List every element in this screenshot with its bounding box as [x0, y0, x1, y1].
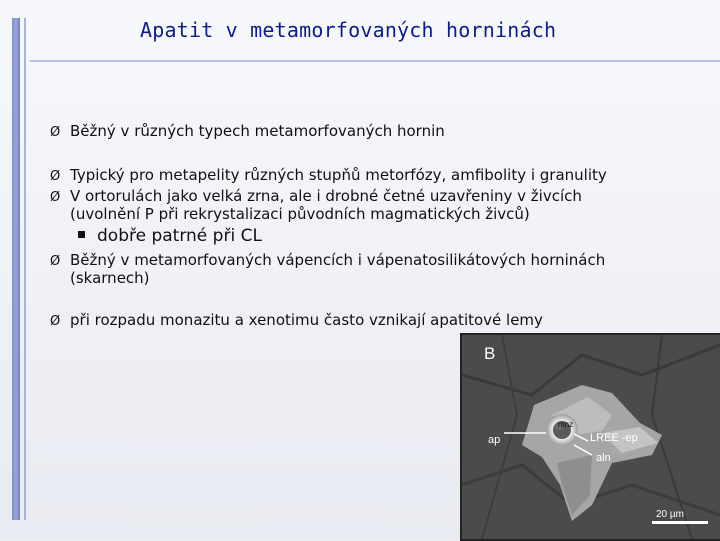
title-divider — [30, 60, 720, 62]
ap-label: ap — [488, 434, 501, 446]
lree-ep-label: LREE -ep — [590, 432, 638, 444]
arrow-bullet-icon: Ø — [50, 125, 61, 140]
square-bullet-icon — [78, 231, 85, 238]
arrow-bullet-icon: Ø — [50, 314, 61, 329]
scale-bar-label: 20 µm — [656, 509, 684, 520]
bullet-text-continuation: (skarnech) — [70, 269, 150, 287]
bullet-text: Typický pro metapelity různých stupňů metorfózy, amfibolity i granulity — [70, 166, 607, 184]
sub-bullet — [78, 226, 262, 246]
bullet-1 — [50, 122, 445, 142]
arrow-bullet-icon: Ø — [50, 254, 61, 269]
bullet-3 — [50, 187, 582, 223]
panel-label: B — [484, 344, 496, 363]
bullet-text: Běžný v metamorfovaných vápencích i vápenatosilikátových horninách — [70, 251, 606, 269]
bullet-2 — [50, 166, 607, 186]
slide-title: Apatit v metamorfovaných horninách — [140, 18, 557, 42]
bullet-text: V ortorulách jako velká zrna, ale i drobné četné uzavřeniny v živcích — [70, 187, 582, 205]
arrow-bullet-icon: Ø — [50, 169, 61, 184]
micrograph-image — [462, 335, 720, 539]
mnz-label: mnz — [558, 420, 574, 429]
bullet-text: při rozpadu monazitu a xenotimu často vznikají apatitové lemy — [70, 311, 543, 329]
left-accent-line — [24, 18, 26, 520]
aln-label: aln — [596, 452, 611, 464]
sub-bullet-text: dobře patrné při CL — [97, 226, 262, 246]
bullet-text: Běžný v různých typech metamorfovaných hornin — [70, 122, 445, 140]
scale-bar — [652, 521, 708, 524]
bullet-4 — [50, 251, 605, 287]
left-accent-bar — [12, 18, 20, 520]
bullet-5 — [50, 311, 543, 331]
arrow-bullet-icon: Ø — [50, 190, 61, 205]
bullet-text-continuation: (uvolnění P při rekrystalizaci původních magmatických živců) — [70, 205, 530, 223]
bse-micrograph — [460, 333, 720, 541]
